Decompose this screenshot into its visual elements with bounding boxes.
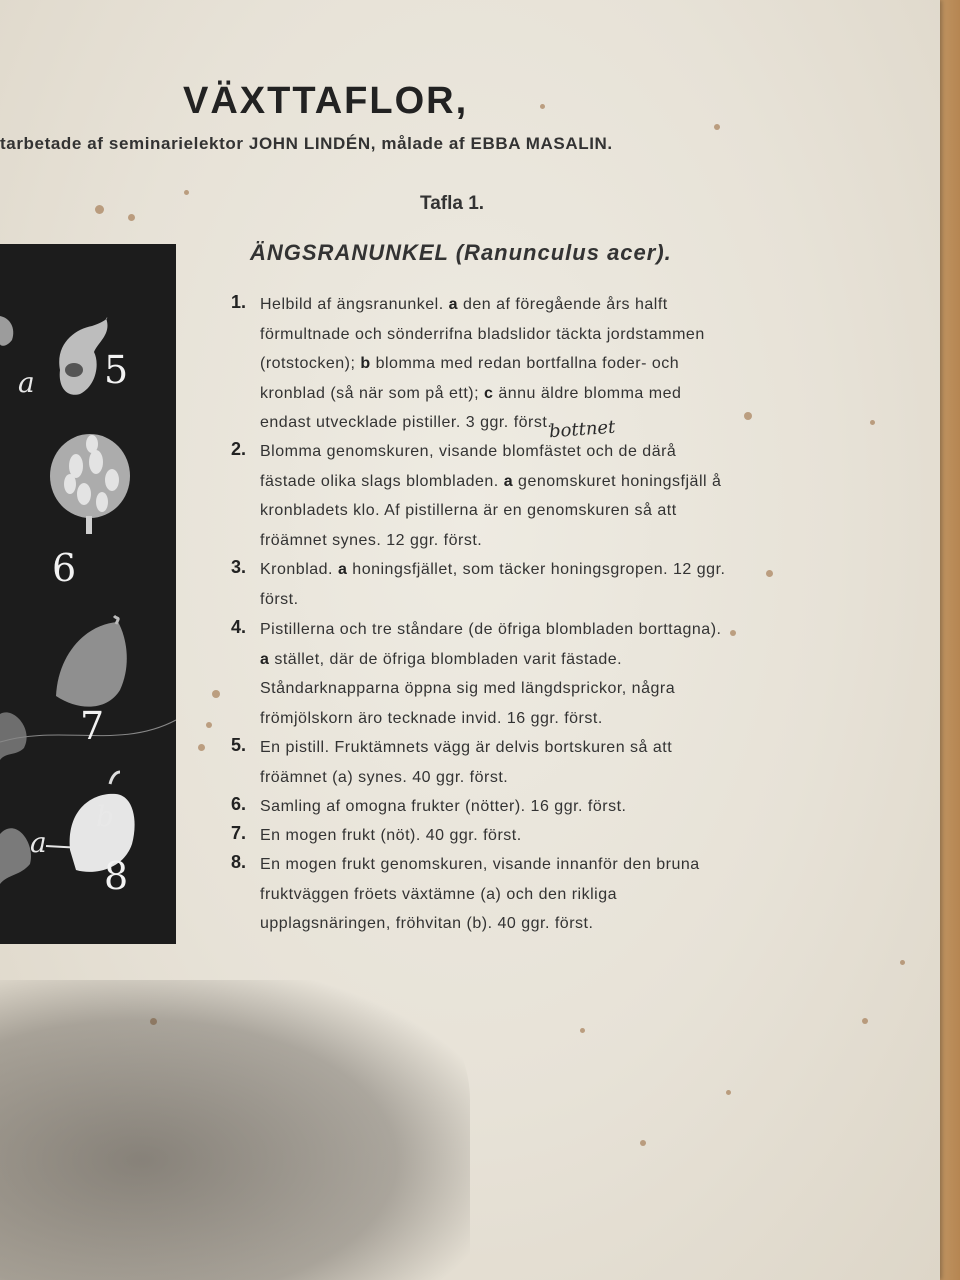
reference-letter: a bbox=[448, 296, 459, 313]
legend-number: 7. bbox=[230, 823, 246, 843]
legend-text bbox=[260, 290, 730, 438]
legend-text-run: den af föregående års halft förmultnade och sönderrifna bladslidor täckta jordstammen (rotstocken); bbox=[260, 296, 705, 372]
figure-number-7: 7 bbox=[80, 704, 105, 748]
legend-text bbox=[260, 437, 730, 555]
legend-text-run: Helbild af ängsranunkel. bbox=[260, 296, 449, 313]
legend-number: 1. bbox=[230, 292, 246, 312]
figure-label-b-fig8: b bbox=[96, 800, 114, 833]
legend-number: 2. bbox=[230, 439, 246, 459]
figure-number-5: 5 bbox=[104, 348, 129, 392]
legend-number: 5. bbox=[230, 735, 246, 755]
legend-text-run: Pistillerna och tre ståndare (de öfriga blombladen borttagna). bbox=[260, 621, 722, 638]
legend-text bbox=[260, 555, 730, 614]
legend-number: 4. bbox=[230, 617, 246, 637]
legend-text-run: honingsfjället, som täcker honingsgropen. 12 ggr. först. bbox=[260, 561, 726, 608]
legend-text bbox=[260, 615, 730, 733]
legend-text-run: genomskuret honingsfjäll å kronbladets klo. Af pistillerna är en genomskuren så att fröämnet synes. 12 ggr. först. bbox=[260, 472, 722, 549]
camera-shadow bbox=[0, 980, 470, 1280]
figure-label-a-fig8: a bbox=[30, 826, 47, 859]
legend-text-run: blomma med redan bortfallna foder- och kronblad (så när som på ett); bbox=[260, 355, 680, 402]
figure-number-8: 8 bbox=[104, 854, 129, 898]
species-heading bbox=[250, 240, 672, 266]
poster-title: VÄXTTAFLOR, bbox=[183, 80, 469, 122]
legend-text-run: En pistill. Fruktämnets vägg är delvis bortskuren så att fröämnet (a) synes. 40 ggr. först. bbox=[260, 739, 673, 786]
handwritten-correction: bottnet bbox=[548, 416, 616, 443]
legend-text-run: Blomma genomskuren, visande blomfästet och de därå fästade olika slags blombladen. bbox=[260, 443, 677, 490]
legend-text bbox=[260, 850, 730, 939]
legend-text-run: ännu äldre blomma med endast utvecklade pistiller. 3 ggr. först. bbox=[260, 384, 682, 431]
legend-number: 6. bbox=[230, 794, 246, 814]
legend-text-run: Kronblad. bbox=[260, 561, 338, 578]
legend-text bbox=[260, 821, 730, 851]
reference-letter: b bbox=[360, 355, 371, 372]
legend-text bbox=[260, 733, 730, 792]
legend-number: 8. bbox=[230, 852, 246, 872]
poster-credits: tarbetade af seminarielektor JOHN LINDÉN, målade af EBBA MASALIN. bbox=[0, 134, 613, 153]
plate-number: Tafla 1. bbox=[420, 193, 485, 214]
legend-text-run: En mogen frukt genomskuren, visande innanför den bruna fruktväggen fröets växtämne (a) och den rikliga upplagsnäringen, fröhvitan (b). 40 ggr. först. bbox=[260, 856, 700, 932]
reference-letter: c bbox=[483, 384, 494, 402]
botanical-drawings bbox=[0, 244, 176, 944]
reference-letter: a bbox=[337, 561, 348, 578]
legend-text-run: En mogen frukt (nöt). 40 ggr. först. bbox=[260, 827, 522, 844]
figure-number-6: 6 bbox=[52, 546, 77, 590]
legend-text bbox=[260, 792, 730, 822]
figure-label-a-fig5: a bbox=[18, 366, 35, 399]
legend-text-run: stället, där de öfriga blombladen varit fästade. Ståndarknapparna öppna sig med längdsprickor, några frömjölskorn äro tecknade invid. 16 ggr. först. bbox=[260, 650, 676, 727]
species-common-name: ÄNGSRANUNKEL bbox=[250, 240, 449, 265]
reference-letter: a bbox=[260, 650, 270, 668]
species-latin-name: (Ranunculus acer). bbox=[455, 240, 672, 265]
botanical-illustration-panel bbox=[0, 244, 176, 944]
legend-text-run: Samling af omogna frukter (nötter). 16 ggr. först. bbox=[260, 798, 627, 815]
legend-number: 3. bbox=[230, 557, 246, 577]
reference-letter: a bbox=[503, 472, 514, 490]
